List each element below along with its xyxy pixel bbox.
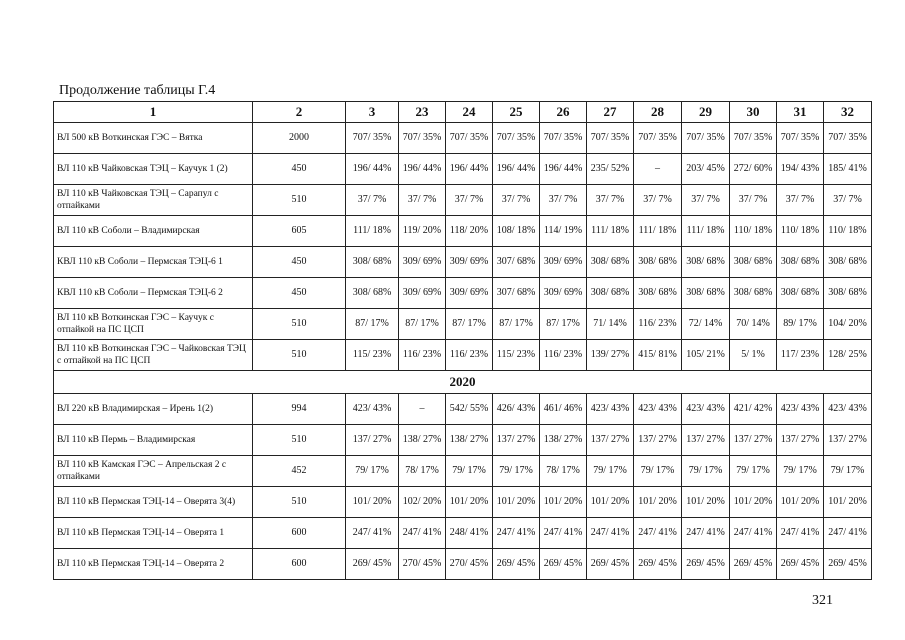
load-cell: 101/ 20% — [493, 487, 540, 518]
load-cell: 247/ 41% — [399, 518, 446, 549]
load-cell: 707/ 35% — [634, 123, 682, 154]
load-cell: 101/ 20% — [777, 487, 824, 518]
base-load-cell: 37/ 7% — [346, 185, 399, 216]
table-row — [54, 278, 872, 309]
base-load-cell: 308/ 68% — [346, 247, 399, 278]
load-cell: 111/ 18% — [587, 216, 634, 247]
load-cell: 309/ 69% — [399, 247, 446, 278]
load-cell: 307/ 68% — [493, 247, 540, 278]
load-cell: 111/ 18% — [682, 216, 730, 247]
load-cell: 101/ 20% — [446, 487, 493, 518]
load-cell: 137/ 27% — [493, 425, 540, 456]
load-cell: 138/ 27% — [399, 425, 446, 456]
base-load-cell: 87/ 17% — [346, 309, 399, 340]
load-cell: 308/ 68% — [777, 278, 824, 309]
load-cell: 707/ 35% — [540, 123, 587, 154]
load-cell: 415/ 81% — [634, 340, 682, 371]
load-cell: 308/ 68% — [587, 247, 634, 278]
load-cell: 138/ 27% — [540, 425, 587, 456]
load-cell: 247/ 41% — [730, 518, 777, 549]
load-cell: 247/ 41% — [824, 518, 872, 549]
line-name-cell: КВЛ 110 кВ Соболи – Пермская ТЭЦ-6 2 — [54, 278, 253, 309]
load-cell: 89/ 17% — [777, 309, 824, 340]
load-cell: 119/ 20% — [399, 216, 446, 247]
table-row — [54, 309, 872, 340]
base-load-cell: 111/ 18% — [346, 216, 399, 247]
load-cell: 707/ 35% — [446, 123, 493, 154]
load-cell: 308/ 68% — [824, 278, 872, 309]
load-cell: 116/ 23% — [446, 340, 493, 371]
capacity-cell: 510 — [253, 185, 346, 216]
header-row — [54, 102, 872, 123]
data-table — [53, 101, 872, 580]
load-cell: 104/ 20% — [824, 309, 872, 340]
table-row — [54, 487, 872, 518]
load-cell: 137/ 27% — [730, 425, 777, 456]
base-load-cell: 137/ 27% — [346, 425, 399, 456]
load-cell: 37/ 7% — [730, 185, 777, 216]
capacity-cell: 510 — [253, 487, 346, 518]
header-cell: 28 — [634, 102, 682, 123]
line-name-cell: ВЛ 500 кВ Воткинская ГЭС – Вятка — [54, 123, 253, 154]
load-cell: 137/ 27% — [682, 425, 730, 456]
load-cell: 423/ 43% — [824, 394, 872, 425]
table-row — [54, 154, 872, 185]
load-cell: 87/ 17% — [446, 309, 493, 340]
load-cell: 137/ 27% — [587, 425, 634, 456]
load-cell: – — [634, 154, 682, 185]
load-cell: 203/ 45% — [682, 154, 730, 185]
load-cell: 79/ 17% — [730, 456, 777, 487]
load-cell: 269/ 45% — [682, 549, 730, 580]
load-cell: 79/ 17% — [446, 456, 493, 487]
load-cell: 101/ 20% — [824, 487, 872, 518]
line-name-cell: ВЛ 110 кВ Пермская ТЭЦ-14 – Оверята 1 — [54, 518, 253, 549]
load-cell: 111/ 18% — [634, 216, 682, 247]
capacity-cell: 450 — [253, 278, 346, 309]
table-row — [54, 518, 872, 549]
line-name-cell: ВЛ 110 кВ Камская ГЭС – Апрельская 2 с отпайками — [54, 456, 253, 487]
load-cell: 707/ 35% — [587, 123, 634, 154]
load-cell: 707/ 35% — [730, 123, 777, 154]
year-row — [54, 371, 872, 394]
load-cell: 235/ 52% — [587, 154, 634, 185]
header-cell: 30 — [730, 102, 777, 123]
table-row — [54, 216, 872, 247]
table-row — [54, 340, 872, 371]
load-cell: 79/ 17% — [587, 456, 634, 487]
load-cell: 137/ 27% — [777, 425, 824, 456]
load-cell: 308/ 68% — [730, 278, 777, 309]
load-cell: 137/ 27% — [824, 425, 872, 456]
line-name-cell: ВЛ 110 кВ Пермь – Владимирская — [54, 425, 253, 456]
load-cell: 79/ 17% — [682, 456, 730, 487]
load-cell: 423/ 43% — [682, 394, 730, 425]
base-load-cell: 115/ 23% — [346, 340, 399, 371]
load-cell: 87/ 17% — [399, 309, 446, 340]
header-cell: 24 — [446, 102, 493, 123]
load-cell: 37/ 7% — [824, 185, 872, 216]
load-cell: 707/ 35% — [399, 123, 446, 154]
line-name-cell: ВЛ 110 кВ Чайковская ТЭЦ – Каучук 1 (2) — [54, 154, 253, 185]
load-cell: 461/ 46% — [540, 394, 587, 425]
capacity-cell: 600 — [253, 518, 346, 549]
header-cell: 31 — [777, 102, 824, 123]
load-cell: 247/ 41% — [540, 518, 587, 549]
table-row — [54, 247, 872, 278]
line-name-cell: ВЛ 110 кВ Чайковская ТЭЦ – Сарапул с отпайками — [54, 185, 253, 216]
load-cell: 269/ 45% — [730, 549, 777, 580]
capacity-cell: 452 — [253, 456, 346, 487]
line-name-cell: ВЛ 110 кВ Воткинская ГЭС – Каучук с отпайкой на ПС ЦСП — [54, 309, 253, 340]
load-cell: 78/ 17% — [540, 456, 587, 487]
table-row — [54, 394, 872, 425]
load-cell: 196/ 44% — [399, 154, 446, 185]
load-cell: 116/ 23% — [540, 340, 587, 371]
load-cell: 308/ 68% — [587, 278, 634, 309]
load-cell: 707/ 35% — [493, 123, 540, 154]
section-2-body — [54, 394, 872, 580]
load-cell: 37/ 7% — [399, 185, 446, 216]
load-cell: 269/ 45% — [824, 549, 872, 580]
load-cell: 101/ 20% — [682, 487, 730, 518]
load-cell: 308/ 68% — [824, 247, 872, 278]
table-row — [54, 123, 872, 154]
load-cell: 102/ 20% — [399, 487, 446, 518]
load-cell: 308/ 68% — [777, 247, 824, 278]
load-cell: 309/ 69% — [540, 247, 587, 278]
line-name-cell: ВЛ 110 кВ Пермская ТЭЦ-14 – Оверята 3(4) — [54, 487, 253, 518]
header-cell: 1 — [54, 102, 253, 123]
load-cell: 72/ 14% — [682, 309, 730, 340]
load-cell: 309/ 69% — [446, 247, 493, 278]
base-load-cell: 196/ 44% — [346, 154, 399, 185]
load-cell: 116/ 23% — [399, 340, 446, 371]
load-cell: 308/ 68% — [682, 278, 730, 309]
load-cell: 423/ 43% — [777, 394, 824, 425]
load-cell: 139/ 27% — [587, 340, 634, 371]
load-cell: 247/ 41% — [682, 518, 730, 549]
load-cell: 87/ 17% — [540, 309, 587, 340]
load-cell: 101/ 20% — [634, 487, 682, 518]
load-cell: 185/ 41% — [824, 154, 872, 185]
capacity-cell: 450 — [253, 247, 346, 278]
load-cell: 707/ 35% — [777, 123, 824, 154]
load-cell: 5/ 1% — [730, 340, 777, 371]
load-cell: 270/ 45% — [446, 549, 493, 580]
load-cell: 247/ 41% — [493, 518, 540, 549]
load-cell: 108/ 18% — [493, 216, 540, 247]
load-cell: 37/ 7% — [493, 185, 540, 216]
load-cell: 110/ 18% — [730, 216, 777, 247]
load-cell: 309/ 69% — [399, 278, 446, 309]
table-row — [54, 425, 872, 456]
load-cell: 138/ 27% — [446, 425, 493, 456]
capacity-cell: 510 — [253, 425, 346, 456]
load-cell: 71/ 14% — [587, 309, 634, 340]
load-cell: 270/ 45% — [399, 549, 446, 580]
year-label: 2020 — [54, 371, 872, 394]
load-cell: 542/ 55% — [446, 394, 493, 425]
load-cell: 37/ 7% — [587, 185, 634, 216]
load-cell: – — [399, 394, 446, 425]
load-cell: 247/ 41% — [777, 518, 824, 549]
header-cell: 25 — [493, 102, 540, 123]
load-cell: 308/ 68% — [634, 247, 682, 278]
page-number: 321 — [812, 593, 833, 608]
load-cell: 70/ 14% — [730, 309, 777, 340]
load-cell: 137/ 27% — [634, 425, 682, 456]
load-cell: 194/ 43% — [777, 154, 824, 185]
load-cell: 269/ 45% — [634, 549, 682, 580]
load-cell: 101/ 20% — [587, 487, 634, 518]
load-cell: 308/ 68% — [634, 278, 682, 309]
load-cell: 114/ 19% — [540, 216, 587, 247]
load-cell: 269/ 45% — [777, 549, 824, 580]
base-load-cell: 269/ 45% — [346, 549, 399, 580]
load-cell: 309/ 69% — [540, 278, 587, 309]
load-cell: 426/ 43% — [493, 394, 540, 425]
capacity-cell: 450 — [253, 154, 346, 185]
load-cell: 37/ 7% — [540, 185, 587, 216]
header-cell: 3 — [346, 102, 399, 123]
capacity-cell: 605 — [253, 216, 346, 247]
header-cell: 26 — [540, 102, 587, 123]
line-name-cell: ВЛ 110 кВ Воткинская ГЭС – Чайковская ТЭЦ с отпайкой на ПС ЦСП — [54, 340, 253, 371]
base-load-cell: 247/ 41% — [346, 518, 399, 549]
base-load-cell: 707/ 35% — [346, 123, 399, 154]
load-cell: 79/ 17% — [824, 456, 872, 487]
capacity-cell: 510 — [253, 340, 346, 371]
table-row — [54, 185, 872, 216]
base-load-cell: 308/ 68% — [346, 278, 399, 309]
load-cell: 37/ 7% — [777, 185, 824, 216]
load-cell: 247/ 41% — [587, 518, 634, 549]
table-row — [54, 549, 872, 580]
load-cell: 269/ 45% — [540, 549, 587, 580]
load-cell: 115/ 23% — [493, 340, 540, 371]
load-cell: 110/ 18% — [824, 216, 872, 247]
line-name-cell: ВЛ 220 кВ Владимирская – Ирень 1(2) — [54, 394, 253, 425]
load-cell: 196/ 44% — [540, 154, 587, 185]
header-cell: 29 — [682, 102, 730, 123]
load-cell: 116/ 23% — [634, 309, 682, 340]
capacity-cell: 2000 — [253, 123, 346, 154]
table-row — [54, 456, 872, 487]
load-cell: 37/ 7% — [446, 185, 493, 216]
line-name-cell: ВЛ 110 кВ Соболи – Владимирская — [54, 216, 253, 247]
load-cell: 248/ 41% — [446, 518, 493, 549]
load-cell: 117/ 23% — [777, 340, 824, 371]
line-name-cell: КВЛ 110 кВ Соболи – Пермская ТЭЦ-6 1 — [54, 247, 253, 278]
load-cell: 78/ 17% — [399, 456, 446, 487]
load-cell: 308/ 68% — [730, 247, 777, 278]
base-load-cell: 79/ 17% — [346, 456, 399, 487]
load-cell: 309/ 69% — [446, 278, 493, 309]
load-cell: 423/ 43% — [587, 394, 634, 425]
load-cell: 272/ 60% — [730, 154, 777, 185]
load-cell: 87/ 17% — [493, 309, 540, 340]
load-cell: 118/ 20% — [446, 216, 493, 247]
load-cell: 110/ 18% — [777, 216, 824, 247]
load-cell: 269/ 45% — [587, 549, 634, 580]
load-cell: 269/ 45% — [493, 549, 540, 580]
load-cell: 105/ 21% — [682, 340, 730, 371]
load-cell: 247/ 41% — [634, 518, 682, 549]
load-cell: 421/ 42% — [730, 394, 777, 425]
load-cell: 196/ 44% — [493, 154, 540, 185]
load-cell: 307/ 68% — [493, 278, 540, 309]
load-cell: 196/ 44% — [446, 154, 493, 185]
capacity-cell: 600 — [253, 549, 346, 580]
base-load-cell: 101/ 20% — [346, 487, 399, 518]
table-caption: Продолжение таблицы Г.4 — [59, 83, 216, 98]
load-cell: 707/ 35% — [682, 123, 730, 154]
capacity-cell: 994 — [253, 394, 346, 425]
load-cell: 37/ 7% — [682, 185, 730, 216]
load-cell: 128/ 25% — [824, 340, 872, 371]
header-cell: 27 — [587, 102, 634, 123]
header-cell: 23 — [399, 102, 446, 123]
load-cell: 79/ 17% — [493, 456, 540, 487]
load-cell: 423/ 43% — [634, 394, 682, 425]
load-cell: 101/ 20% — [540, 487, 587, 518]
header-cell: 32 — [824, 102, 872, 123]
load-cell: 707/ 35% — [824, 123, 872, 154]
load-cell: 37/ 7% — [634, 185, 682, 216]
load-cell: 79/ 17% — [634, 456, 682, 487]
section-1-body — [54, 123, 872, 371]
load-cell: 79/ 17% — [777, 456, 824, 487]
capacity-cell: 510 — [253, 309, 346, 340]
base-load-cell: 423/ 43% — [346, 394, 399, 425]
load-cell: 101/ 20% — [730, 487, 777, 518]
header-cell: 2 — [253, 102, 346, 123]
line-name-cell: ВЛ 110 кВ Пермская ТЭЦ-14 – Оверята 2 — [54, 549, 253, 580]
load-cell: 308/ 68% — [682, 247, 730, 278]
